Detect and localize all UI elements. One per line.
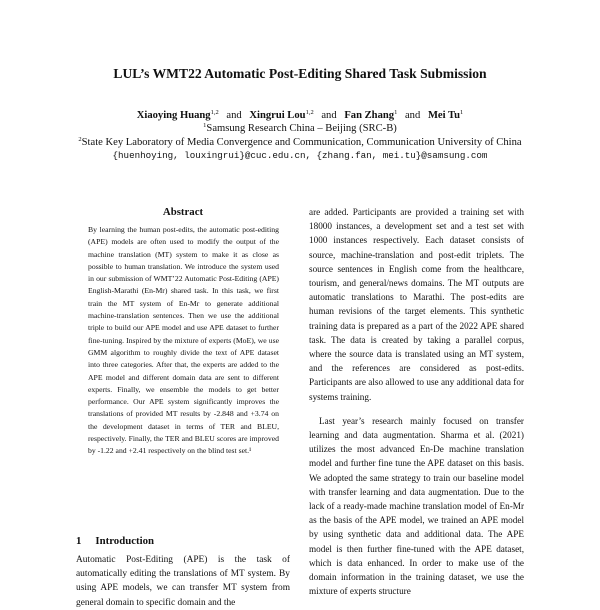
affiliation-2 [0, 136, 600, 148]
section-heading [76, 535, 154, 547]
affiliation-1 [0, 122, 600, 134]
and-word: and [321, 110, 337, 121]
author-name: Xiaoying Huang [136, 110, 211, 121]
paragraph: are added. Participants are provided a training set with 18000 instances, a development set and a test set with 1000 instances respectively. Each dataset consists of source, machine-translation and post-edit triplets. The source sentences in English come from the healthcare, tourism, and general/news domains. The MT outputs are automatic translations to Marathi. The post-edits are human revisions of the target elements. This synthetic training data is prepared as a part of the 2022 APE shared task. The data is created by taking a parallel corpus, where the source data is translated using an MT system, and the references are considered as post-edits. Participants are also allowed to use any additional data for systems training. [309, 207, 524, 402]
author-name: Fan Zhang [344, 110, 395, 121]
abstract-body: By learning the human post-edits, the automatic post-editing (APE) models are often used to modify the output of the machine translation (MT) system to make it as close as possible to human translation. We introduce the system used in our submission of WMT’22 Automatic Post-Editing (APE) English-Marathi (En-Mr) shared task. In this task, we first train the MT system of En-Mr to generate additional machine-translation sentences. Then we use the additional triple to build our APE model and use APE dataset to further fine-tuning. Inspired by the mixture of experts (MoE), we use GMM algorithm to roughly divide the text of APE dataset into three categories. After that, the experts are added to the APE model and different domain data are sent to different experts. Finally, we ensemble the models to get better performance. Our APE system significantly improves the translations of provided MT results by -2.848 and +3.74 on the development dataset in terms of TER and BLEU, respectively. Finally, the TER and BLEU scores are improved by -1.22 and +2.41 respectively on the blind test set.¹ [88, 225, 279, 456]
right-column [309, 205, 524, 598]
author-line [0, 109, 600, 121]
and-word: and [404, 110, 421, 121]
paper-title: LUL’s WMT22 Automatic Post-Editing Shared Task Submission [113, 66, 487, 81]
and-word: and [226, 110, 242, 121]
affiliation-sup: 1 [203, 122, 207, 129]
section-number: 1 [76, 535, 82, 547]
abstract-heading: Abstract [162, 206, 204, 218]
section-title: Introduction [95, 535, 155, 547]
author-sup: 1,2 [305, 109, 314, 116]
introduction-body: Automatic Post-Editing (APE) is the task of automatically editing the translations of MT system. By using APE models, we can transfer MT system from general domain to specific domain and the [76, 555, 290, 608]
affiliation-sup: 2 [78, 136, 82, 143]
affiliation-text: Samsung Research China – Beijing (SRC-B) [206, 123, 397, 134]
author-emails: {huenhoying, louxingrui}@cuc.edu.cn, {zhang.fan, mei.tu}@samsung.com [112, 150, 488, 161]
author-sup: 1 [460, 109, 464, 116]
affiliation-text: State Key Laboratory of Media Convergence and Communication, Communication University of China [81, 137, 522, 148]
paragraph: Last year’s research mainly focused on transfer learning and data augmentation. Sharma et al. (2021) utilizes the most advanced En-De machine translation model and further fine tune the APE dataset on this basis. We adopted the same strategy to train our baseline model with transfer learning and data augmentation. Due to the lack of a ready-made machine translation model of En-Mr as the basis of the APE model, we trained an APE model by using synthetic data and additional data. The APE model is then further fine-tuned with the APE dataset, which is data enhanced. In order to make use of the domain information in the training dataset, we use the mixture of experts structure [309, 415, 524, 597]
author-name: Mei Tu [427, 110, 461, 121]
author-sup: 1,2 [210, 109, 219, 116]
author-sup: 1 [394, 109, 398, 116]
author-name: Xingrui Lou [249, 110, 306, 121]
